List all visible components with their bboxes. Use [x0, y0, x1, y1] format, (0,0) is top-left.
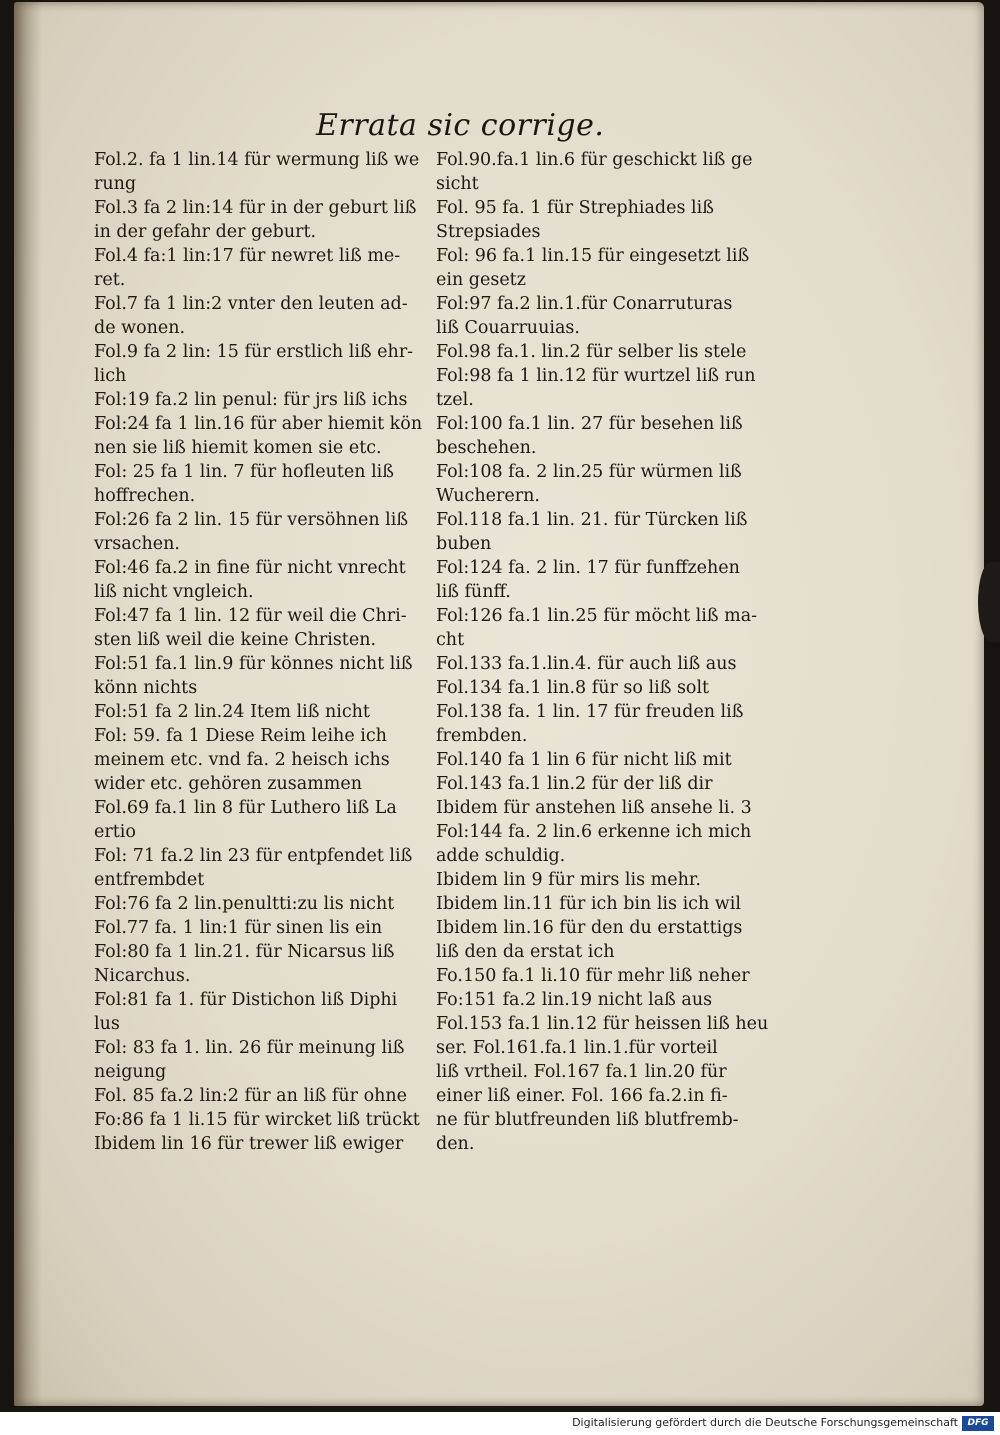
errata-line: ret. [94, 270, 126, 290]
errata-line: Fol:100 fa.1 lin. 27 für besehen liß [436, 414, 743, 434]
errata-entry [436, 772, 782, 796]
errata-entry [436, 916, 782, 964]
errata-entry [94, 916, 434, 940]
errata-line: liß fünff. [436, 582, 511, 602]
errata-line: Fo:151 fa.2 lin.19 nicht laß aus [436, 990, 713, 1010]
errata-line: tzel. [436, 390, 474, 410]
errata-line: liß Couarruuias. [436, 318, 580, 338]
errata-entry [436, 892, 782, 916]
errata-line: Fol.7 fa 1 lin:2 vnter den leuten ad- [94, 294, 408, 314]
errata-line: Fol.3 fa 2 lin:14 für in der geburt liß [94, 198, 417, 218]
errata-entry [94, 244, 434, 292]
errata-line: Fol.9 fa 2 lin: 15 für erstlich liß ehr- [94, 342, 414, 362]
errata-line: Fol.77 fa. 1 lin:1 für sinen lis ein [94, 918, 383, 938]
errata-line: Wucherern. [436, 486, 540, 506]
errata-line: Nicarchus. [94, 966, 191, 986]
errata-line: Fol.2. fa 1 lin.14 für wermung liß we [94, 150, 420, 170]
errata-line: Fol.90.fa.1 lin.6 für geschickt liß ge [436, 150, 753, 170]
errata-line: Fo.150 fa.1 li.10 für mehr liß neher [436, 966, 750, 986]
errata-line: Fol:98 fa 1 lin.12 für wurtzel liß run [436, 366, 756, 386]
errata-line: Fol:81 fa 1. für Distichon liß Diphi [94, 990, 398, 1010]
errata-entry [94, 196, 434, 244]
errata-entry [94, 556, 434, 604]
errata-line: Fol:51 fa.1 lin.9 für könnes nicht liß [94, 654, 413, 674]
errata-entry [94, 1036, 434, 1084]
errata-entry [94, 724, 434, 796]
errata-line: Fol:108 fa. 2 lin.25 für würmen liß [436, 462, 742, 482]
errata-entry [436, 820, 782, 868]
errata-line: den. [436, 1134, 475, 1154]
errata-line: Fol:144 fa. 2 lin.6 erkenne ich mich [436, 822, 752, 842]
errata-line: Fol:46 fa.2 in fine für nicht vnrecht [94, 558, 406, 578]
errata-entry [436, 652, 782, 676]
errata-line: nen sie liß hiemit komen sie etc. [94, 438, 382, 458]
errata-line: adde schuldig. [436, 846, 566, 866]
dfg-logo-icon: DFG [962, 1416, 994, 1431]
errata-line: neigung [94, 1062, 167, 1082]
errata-line: buben [436, 534, 492, 554]
errata-line: beschehen. [436, 438, 537, 458]
errata-entry [436, 460, 782, 508]
errata-entry [94, 988, 434, 1036]
errata-line: Fol:124 fa. 2 lin. 17 für funffzehen [436, 558, 740, 578]
errata-line: Fol:126 fa.1 lin.25 für möcht liß ma- [436, 606, 758, 626]
errata-line: Fol:26 fa 2 lin. 15 für versöhnen liß [94, 510, 409, 530]
errata-entry [436, 364, 782, 412]
errata-line: Fol.4 fa:1 lin:17 für newret liß me- [94, 246, 401, 266]
errata-entry [94, 340, 434, 388]
errata-line: sicht [436, 174, 479, 194]
errata-line: Fol.118 fa.1 lin. 21. für Türcken liß [436, 510, 748, 530]
errata-entry [94, 1108, 434, 1132]
errata-line: liß den da erstat ich [436, 942, 615, 962]
errata-entry [94, 508, 434, 556]
errata-line: frembden. [436, 726, 528, 746]
funding-credit: Digitalisierung gefördert durch die Deutsche Forschungsgemeinschaft [572, 1416, 958, 1429]
errata-line: ein gesetz [436, 270, 526, 290]
errata-line: vrsachen. [94, 534, 180, 554]
errata-line: Fol.69 fa.1 lin 8 für Luthero liß La [94, 798, 397, 818]
errata-line: Fol:19 fa.2 lin penul: für jrs liß ichs [94, 390, 408, 410]
errata-line: lich [94, 366, 127, 386]
errata-entry [436, 508, 782, 556]
errata-entry [94, 604, 434, 652]
errata-line: könn nichts [94, 678, 198, 698]
errata-entry [436, 196, 782, 244]
errata-left-column [94, 148, 434, 1156]
errata-line: Fol.143 fa.1 lin.2 für der liß dir [436, 774, 713, 794]
errata-line: Ibidem lin 9 für mirs lis mehr. [436, 870, 701, 890]
errata-line: Fol.140 fa 1 lin 6 für nicht liß mit [436, 750, 732, 770]
errata-line: lus [94, 1014, 120, 1034]
errata-entry [436, 988, 782, 1012]
errata-line: Fol.134 fa.1 lin.8 für so liß solt [436, 678, 710, 698]
errata-entry [94, 1084, 434, 1108]
errata-line: liß nicht vngleich. [94, 582, 254, 602]
errata-line: de wonen. [94, 318, 186, 338]
errata-line: Fol. 95 fa. 1 für Strephiades liß [436, 198, 714, 218]
errata-line: Fol:80 fa 1 lin.21. für Nicarsus liß [94, 942, 395, 962]
errata-line: Fol: 83 fa 1. lin. 26 für meinung liß [94, 1038, 405, 1058]
errata-entry [436, 868, 782, 892]
errata-entry [94, 844, 434, 892]
errata-line: Ibidem lin 16 für trewer liß ewiger [94, 1134, 404, 1154]
errata-entry [436, 412, 782, 460]
errata-entry [94, 796, 434, 844]
errata-line: Fol: 71 fa.2 lin 23 für entpfendet liß [94, 846, 413, 866]
errata-line: Fol: 59. fa 1 Diese Reim leihe ich [94, 726, 387, 746]
errata-entry [94, 1132, 434, 1156]
errata-line: Ibidem für anstehen liß ansehe li. 3 [436, 798, 752, 818]
errata-line: Fol.98 fa.1. lin.2 für selber lis stele [436, 342, 747, 362]
errata-line: Fol.133 fa.1.lin.4. für auch liß aus [436, 654, 737, 674]
page-title: Errata sic corrige. [316, 108, 605, 143]
errata-line: Fol:76 fa 2 lin.penultti:zu lis nicht [94, 894, 395, 914]
errata-line: Ibidem lin.16 für den du erstattigs [436, 918, 743, 938]
errata-entry [94, 412, 434, 460]
errata-entry [436, 964, 782, 988]
errata-entry [436, 796, 782, 820]
errata-line: sten liß weil die keine Christen. [94, 630, 377, 650]
errata-line: meinem etc. vnd fa. 2 heisch ichs [94, 750, 390, 770]
errata-entry [436, 244, 782, 292]
errata-right-column [436, 148, 782, 1156]
errata-entry [436, 604, 782, 652]
errata-line: liß vrtheil. Fol.167 fa.1 lin.20 für [436, 1062, 727, 1082]
errata-line: einer liß einer. Fol. 166 fa.2.in fi- [436, 1086, 728, 1106]
errata-entry [436, 700, 782, 748]
errata-line: Fol.138 fa. 1 lin. 17 für freuden liß [436, 702, 744, 722]
errata-entry [436, 340, 782, 364]
errata-entry [436, 676, 782, 700]
errata-entry [94, 940, 434, 988]
errata-line: Fol:47 fa 1 lin. 12 für weil die Chri- [94, 606, 407, 626]
digitization-footer [0, 1412, 1000, 1435]
errata-line: Fol:51 fa 2 lin.24 Item liß nicht [94, 702, 370, 722]
errata-line: Fol:24 fa 1 lin.16 für aber hiemit kön [94, 414, 423, 434]
errata-line: Fol.153 fa.1 lin.12 für heissen liß heu [436, 1014, 769, 1034]
errata-entry [436, 748, 782, 772]
errata-line: Fol: 96 fa.1 lin.15 für eingesetzt liß [436, 246, 750, 266]
errata-line: Fol. 85 fa.2 lin:2 für an liß für ohne [94, 1086, 408, 1106]
errata-entry [94, 700, 434, 724]
errata-line: Ibidem lin.11 für ich bin lis ich wil [436, 894, 741, 914]
errata-line: Fol: 25 fa 1 lin. 7 für hofleuten liß [94, 462, 394, 482]
errata-entry [94, 292, 434, 340]
errata-line: rung [94, 174, 137, 194]
errata-line: Fol:97 fa.2 lin.1.für Conarruturas [436, 294, 733, 314]
errata-entry [94, 652, 434, 700]
errata-line: Fo:86 fa 1 li.15 für wircket liß trückt [94, 1110, 420, 1130]
errata-entry [94, 892, 434, 916]
errata-line: in der gefahr der geburt. [94, 222, 317, 242]
errata-line: wider etc. gehören zusammen [94, 774, 363, 794]
errata-entry [436, 1012, 782, 1156]
errata-line: entfrembdet [94, 870, 205, 890]
errata-line: ser. Fol.161.fa.1 lin.1.für vorteil [436, 1038, 718, 1058]
errata-entry [436, 556, 782, 604]
errata-entry [94, 148, 434, 196]
errata-entry [94, 460, 434, 508]
errata-entry [94, 388, 434, 412]
errata-line: ne für blutfreunden liß blutfremb- [436, 1110, 739, 1130]
errata-entry [436, 292, 782, 340]
errata-line: ertio [94, 822, 136, 842]
errata-line: hoffrechen. [94, 486, 196, 506]
errata-entry [436, 148, 782, 196]
errata-line: cht [436, 630, 465, 650]
errata-line: Strepsiades [436, 222, 541, 242]
